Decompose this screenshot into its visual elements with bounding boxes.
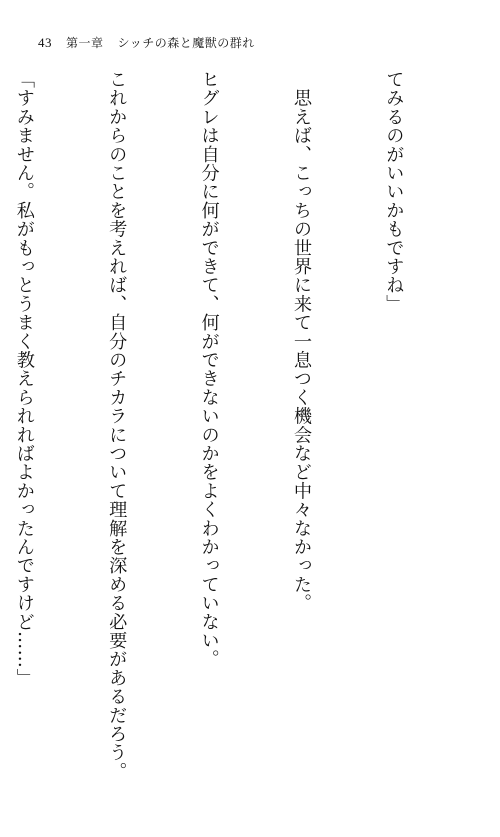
page-number: 43 — [38, 35, 52, 50]
text-line: 思えば、こっちの世界に来て一息つく機会など中々なかった。 — [291, 70, 313, 613]
chapter-label: 第一章 — [66, 36, 104, 50]
text-line: てみるのがいいかもですね」 — [383, 70, 405, 314]
vertical-body-text — [13, 70, 470, 781]
chapter-title: シッチの森と魔獣の群れ — [117, 36, 255, 50]
text-line: 「すみません。私がもっとうまく教えられればよかったんですけど……」 — [13, 70, 35, 688]
running-header — [38, 34, 255, 51]
text-line: これからのことを考えれば、自分のチカラについて理解を深める必要があるだろう。 — [106, 70, 128, 781]
text-line: ヒグレは自分に何ができて、何ができないのかをよくわかっていない。 — [198, 70, 220, 669]
